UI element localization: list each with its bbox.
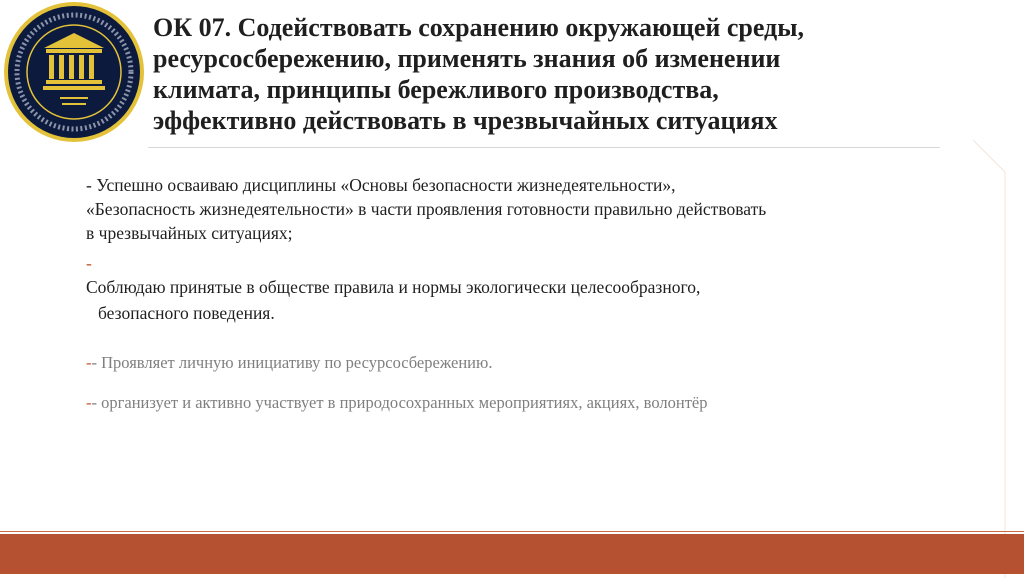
- text-line: - Успешно осваиваю дисциплины «Основы безопасности жизнедеятельности»,: [86, 175, 676, 195]
- title-line: климата, принципы бережливого производства,: [153, 75, 719, 104]
- text-line-content: - Проявляет личную инициативу по ресурсосбережению.: [91, 353, 493, 372]
- paragraph-disciplines: [86, 173, 956, 245]
- title-line: ресурсосбережению, применять знания об изменении: [153, 44, 781, 73]
- slide-title: [153, 12, 953, 136]
- text-line: безопасного поведения.: [98, 303, 275, 323]
- bullet-dash: -: [86, 253, 92, 273]
- footer-bar: [0, 534, 1024, 574]
- title-divider: [148, 147, 940, 148]
- paragraph-norms: [86, 251, 956, 328]
- bullet-dash: -: [86, 393, 92, 412]
- text-line-content: Соблюдаю принятые в обществе правила и нормы экологически целесообразного,: [86, 277, 701, 297]
- title-line: ОК 07. Содействовать сохранению окружающей среды,: [153, 13, 804, 42]
- college-emblem-icon: [0, 0, 148, 148]
- slide-body: [86, 173, 956, 415]
- paragraph-initiative: [86, 351, 956, 375]
- paragraph-volunteer: [86, 391, 956, 415]
- footer-divider: [0, 531, 1024, 532]
- text-line: в чрезвычайных ситуациях;: [86, 223, 293, 243]
- text-line: [86, 251, 956, 299]
- title-line: эффективно действовать в чрезвычайных ситуациях: [153, 106, 778, 135]
- text-line-content: - организует и активно участвует в природосохранных мероприятиях, акциях, волонтёр: [91, 393, 708, 412]
- corner-decoration-icon: [971, 138, 1007, 578]
- bullet-dash: -: [86, 353, 92, 372]
- text-line: «Безопасность жизнедеятельности» в части проявления готовности правильно действовать: [86, 199, 767, 219]
